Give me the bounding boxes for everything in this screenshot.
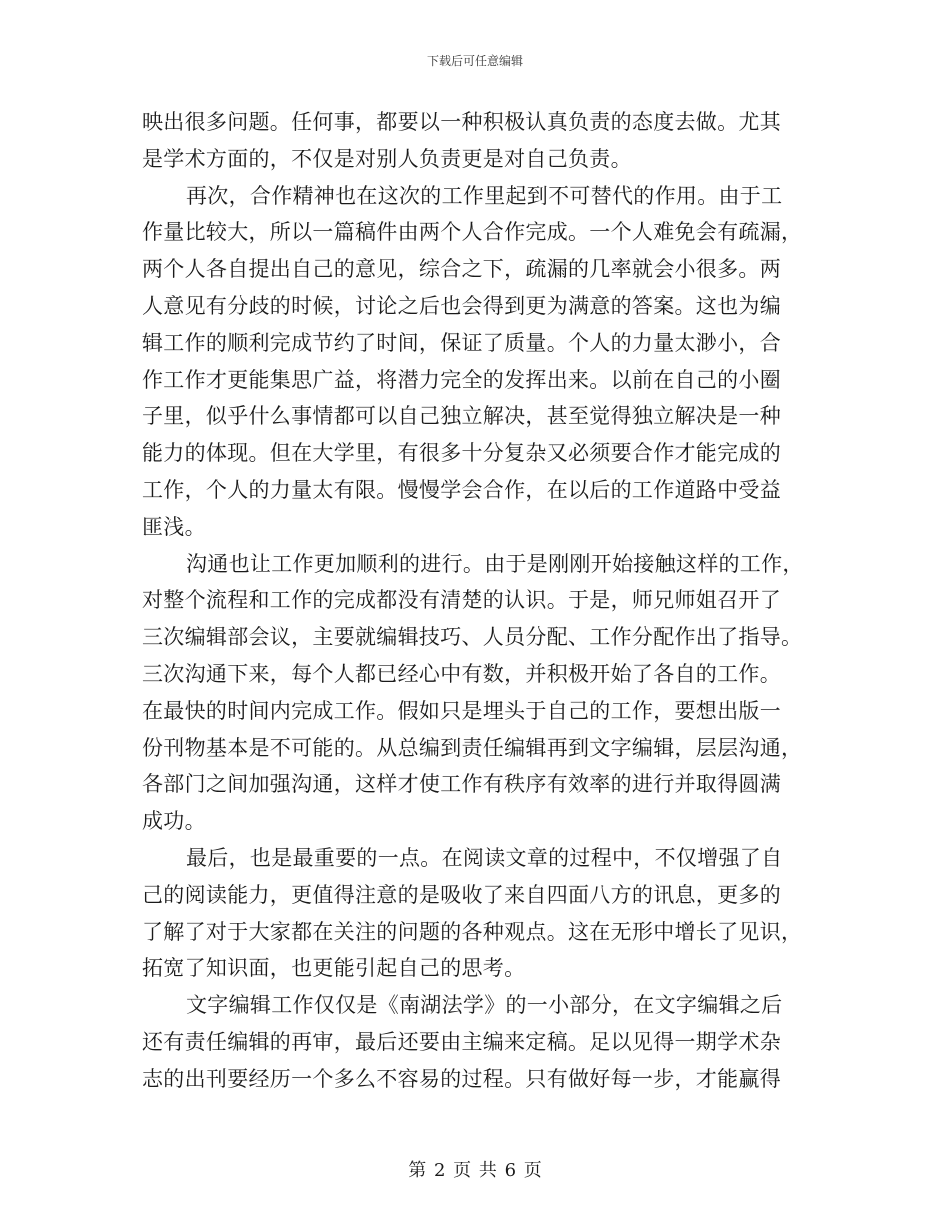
paragraph [142, 840, 808, 987]
page-header: 下载后可任意编辑 [426, 54, 523, 68]
paragraph [142, 546, 808, 840]
paragraph [142, 987, 808, 1097]
paragraph [142, 104, 808, 178]
text-line: 己的阅读能力，更值得注意的是吸收了来自四面八方的讯息，更多的 [142, 882, 781, 907]
page-footer: 第 2 页 共 6 页 [408, 1160, 542, 1181]
text-line: 作工作才更能集思广益，将潜力完全的发挥出来。以前在自己的小圈 [142, 367, 781, 392]
text-line: 最后，也是最重要的一点。在阅读文章的过程中，不仅增强了自 [186, 845, 783, 870]
text-line: 再次，合作精神也在这次的工作里起到不可替代的作用。由于工 [186, 183, 783, 208]
text-line: 文字编辑工作仅仅是《南湖法学》的一小部分，在文字编辑之后 [186, 993, 783, 1018]
text-line: 三次沟通下来，每个人都已经心中有数，并积极开始了各自的工作。 [142, 661, 781, 686]
text-line: 子里，似乎什么事情都可以自己独立解决，甚至觉得独立解决是一种 [142, 404, 781, 429]
text-line: 能力的体现。但在大学里，有很多十分复杂又必须要合作才能完成的 [142, 441, 781, 466]
text-line: 志的出刊要经历一个多么不容易的过程。只有做好每一步，才能赢得 [142, 1066, 781, 1091]
text-line: 在最快的时间内完成工作。假如只是埋头于自己的工作，要想出版一 [142, 698, 781, 723]
text-line: 是学术方面的，不仅是对别人负责更是对自己负责。 [142, 146, 632, 171]
text-line: 对整个流程和工作的完成都没有清楚的认识。于是，师兄师姐召开了 [142, 588, 781, 613]
text-line: 辑工作的顺利完成节约了时间，保证了质量。个人的力量太渺小，合 [142, 330, 781, 355]
paragraph [142, 178, 808, 546]
text-line: 拓宽了知识面，也更能引起自己的思考。 [142, 956, 526, 981]
text-line: 映出很多问题。任何事，都要以一种积极认真负责的态度去做。尤其 [142, 110, 781, 134]
text-line: 人意见有分歧的时候，讨论之后也会得到更为满意的答案。这也为编 [142, 293, 781, 318]
document-body [142, 104, 808, 1098]
text-line: 了解了对于大家都在关注的问题的各种观点。这在无形中增长了见识， [142, 919, 803, 944]
text-line: 沟通也让工作更加顺利的进行。由于是刚刚开始接触这样的工作， [186, 551, 804, 576]
text-line: 份刊物基本是不可能的。从总编到责任编辑再到文字编辑，层层沟通， [142, 735, 803, 760]
text-line: 工作，个人的力量太有限。慢慢学会合作，在以后的工作道路中受益 [142, 477, 781, 502]
text-line: 匪浅。 [142, 514, 206, 539]
text-line: 还有责任编辑的再审，最后还要由主编来定稿。足以见得一期学术杂 [142, 1029, 781, 1054]
text-line: 三次编辑部会议，主要就编辑技巧、人员分配、工作分配作出了指导。 [142, 625, 803, 650]
text-line: 两个人各自提出自己的意见，综合之下，疏漏的几率就会小很多。两 [142, 257, 781, 282]
text-line: 成功。 [142, 809, 206, 834]
text-line: 各部门之间加强沟通，这样才使工作有秩序有效率的进行并取得圆满 [142, 772, 781, 797]
text-line: 作量比较大，所以一篇稿件由两个人合作完成。一个人难免会有疏漏， [142, 220, 803, 245]
